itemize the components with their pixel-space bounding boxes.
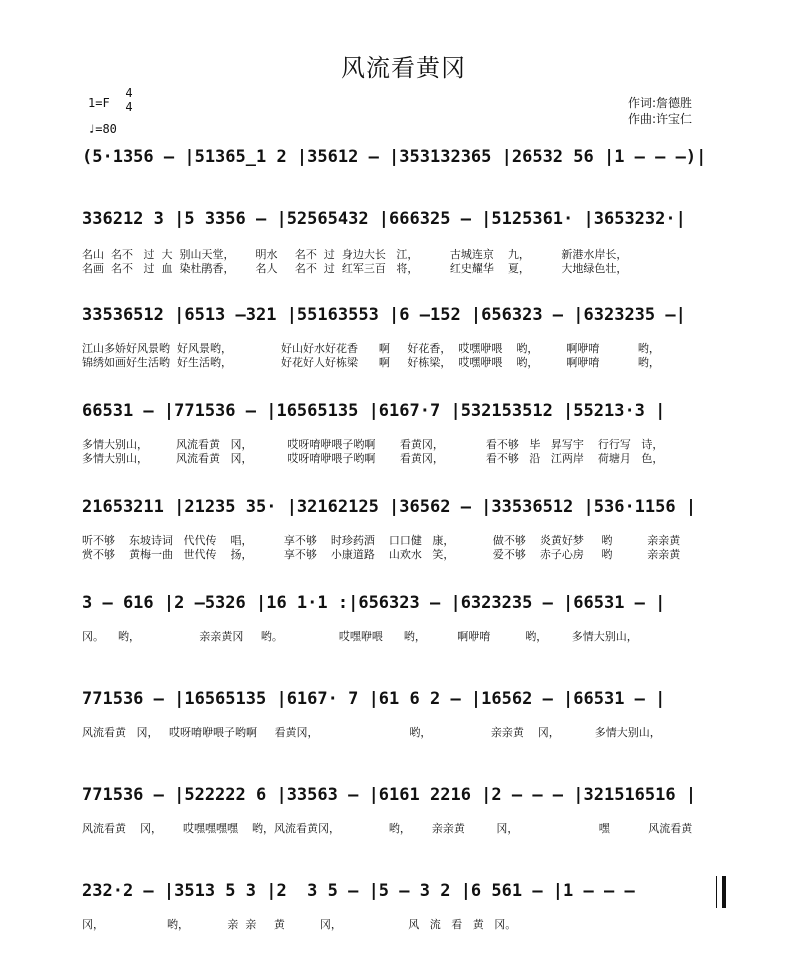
notation-line: 336212 3 |5 3356 – |52565432 |666325 – |5125361· |3653232·| xyxy=(82,209,686,229)
song-title: 风流看黄冈 xyxy=(341,54,466,82)
lyrics-verse-2: 锦绣如画好生活哟 好生活哟， 好花好人好栋梁 啊 好栋梁， 哎嘿咿喂 哟， 啊咿唷 哟， xyxy=(82,356,660,369)
final-barline-thin xyxy=(716,876,717,908)
notation-line: 232·2 – |3513 5 3 |2 3 5 – |5 – 3 2 |6 561 – |1 – – – xyxy=(82,881,635,901)
notation-line: 66531 – |771536 – |16565135 |6167·7 |532153512 |55213·3 | xyxy=(82,401,666,421)
lyrics-verse-2: 多情大别山， 风流看黄 冈， 哎呀唷咿喂子哟啊 看黄冈， 看不够 沿 江两岸 荷塘月 色， xyxy=(82,452,664,465)
credits xyxy=(628,95,692,127)
composer: 作曲:许宝仁 xyxy=(628,112,693,126)
tempo-mark: ♩=80 xyxy=(88,122,117,136)
lyrics-line: 风流看黄 冈， 哎嘿嘿嘿嘿 哟，风流看黄冈， 哟， 亲亲黄 冈， 嘿 风流看黄 xyxy=(82,822,693,835)
lyrics-line: 风流看黄 冈， 哎呀唷咿喂子哟啊 看黄冈， 哟， 亲亲黄 冈， 多情大别山， xyxy=(82,726,661,739)
lyrics-verse-2: 赏不够 黄梅一曲 世代传 扬， 享不够 小康道路 山欢水 笑， 爱不够 赤子心房 哟 亲亲黄 xyxy=(82,548,681,561)
lyrics-verse-1: 名山 名不 过 大 别山天堂， 明水 名不 过 身边大长 江， 古城连京 九， 新港水岸长， xyxy=(82,248,628,261)
lyricist: 作词:詹德胜 xyxy=(628,96,693,110)
notation-line: 21653211 |21235 35· |32162125 |36562 – |33536512 |536·1156 | xyxy=(82,497,697,517)
notation-line: 3 – 616 |2 –5326 |16 1·1 :|656323 – |6323235 – |66531 – | xyxy=(82,593,666,613)
notation-line: 771536 – |16565135 |6167· 7 |61 6 2 – |16562 – |66531 – | xyxy=(82,689,666,709)
final-barline-thick xyxy=(722,876,726,908)
notation-line: 33536512 |6513 –321 |55163553 |6 –152 |656323 – |6323235 –| xyxy=(82,305,686,325)
time-bottom: 4 xyxy=(125,100,133,114)
notation-line: 771536 – |522222 6 |33563 – |6161 2216 |2 – – – |321516516 | xyxy=(82,785,697,805)
time-signature xyxy=(122,86,136,114)
key-signature: 1=F xyxy=(88,96,110,110)
lyrics-line: 冈， 哟， 亲 亲 黄 冈， 风 流 看 黄 冈。 xyxy=(82,918,517,931)
notation-line: (5·1356 – |51365̲1 2 |35612 – |353132365 |26532 56 |1 – – –)| xyxy=(82,147,707,167)
lyrics-verse-1: 多情大别山， 风流看黄 冈， 哎呀唷咿喂子哟啊 看黄冈， 看不够 毕 昇写宇 行行写 诗， xyxy=(82,438,664,451)
time-top: 4 xyxy=(125,86,133,100)
lyrics-verse-1: 听不够 东坡诗词 代代传 唱， 享不够 时珍药酒 口口健 康， 做不够 炎黄好梦 哟 亲亲黄 xyxy=(82,534,681,547)
lyrics-line: 冈。 哟， 亲亲黄冈 哟。 哎嘿咿喂 哟， 啊咿唷 哟， 多情大别山， xyxy=(82,630,638,643)
lyrics-verse-2: 名画 名不 过 血 染杜鹃香， 名人 名不 过 红军三百 将， 红史耀华 夏， 大地绿色壮， xyxy=(82,262,628,275)
lyrics-verse-1: 江山多娇好风景哟 好风景哟， 好山好水好花香 啊 好花香， 哎嘿咿喂 哟， 啊咿唷 哟， xyxy=(82,342,660,355)
